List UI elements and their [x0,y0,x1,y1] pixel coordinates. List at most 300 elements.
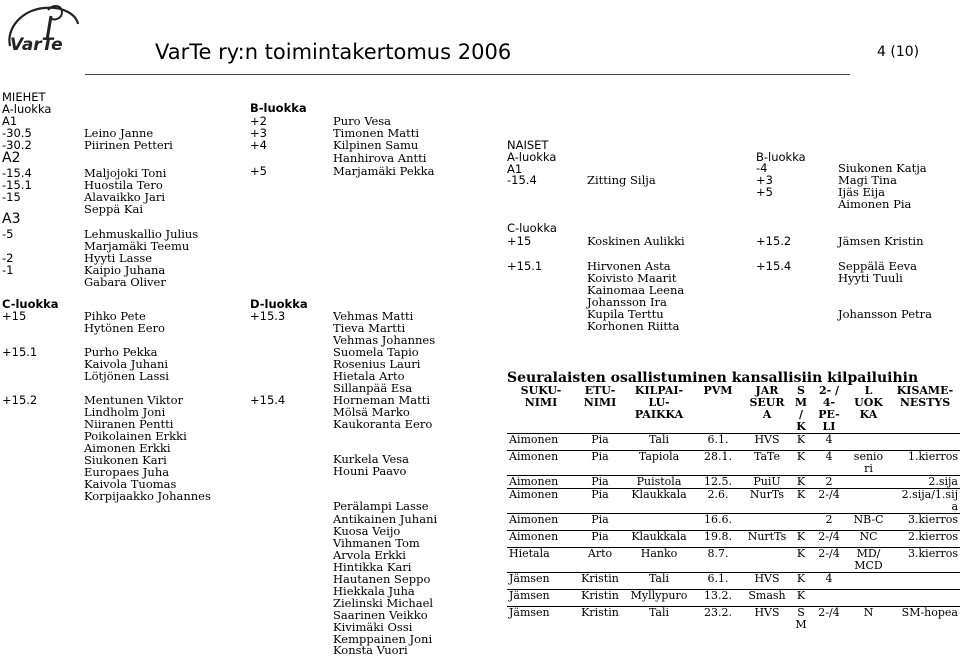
entry-score: +2 [250,114,267,128]
header-line: KILPAI- [634,385,684,397]
header-line: M [794,396,808,409]
cell-line: Jämsen [509,606,550,619]
entry-score: +15.1 [507,259,543,273]
table-cell [625,548,693,573]
cell-line: 2-/4 [818,547,840,560]
header-line: JÄR [755,385,779,397]
table-cell [575,607,625,636]
entry-score: +15.4 [250,393,286,407]
cell-line: Pia [591,488,609,501]
table-cell [693,531,743,548]
table-cell [743,607,791,636]
entry-name: Hautanen Seppo [333,572,431,586]
entry-name: Kaukoranta Eero [333,417,433,431]
table-cell [743,476,791,489]
logo-text: VarTe [10,35,63,55]
header-line: PVM [703,385,733,397]
entry-score: +5 [756,185,773,199]
header-line: NIMI [524,396,558,409]
entry-name: Vehmas Johannes [333,333,436,347]
entry-name: Horneman Matti [333,393,431,407]
entry-name: Suomela Tapio [333,345,419,359]
entry-name: Rosenius Lauri [333,357,421,371]
table-row [507,451,960,476]
cell-line: K [796,589,806,602]
table-cell [743,531,791,548]
cell-line: 6.1. [707,572,729,585]
women-b-class-heading: B-luokka [756,150,806,164]
table-cell [693,476,743,489]
cell-line: Aimonen [509,433,559,446]
entry-name: Arvola Erkki [333,548,406,562]
header-line: LU- [648,396,670,409]
table-cell [890,531,960,548]
entry-score: -15.1 [2,178,32,192]
entry-name: Kainomaa Leena [587,283,685,297]
entry-score: -5 [2,227,14,241]
entry-name: Hanhirova Antti [333,151,427,165]
cell-line: Kristin [581,606,619,619]
entry-name: Seppälä Eeva [838,259,918,273]
entry-name: Sillanpää Esa [333,381,413,395]
men-b-class-heading: B-luokka [250,101,307,115]
men-a1-heading: A1 [2,114,18,128]
men-a3-heading: A3 [2,211,21,227]
table-cell [791,476,811,489]
table-cell [743,590,791,607]
column-header [507,385,575,434]
entry-name: Marjamäki Teemu [84,239,190,253]
table-cell [811,489,847,514]
table-cell [811,451,847,476]
table-header-row [507,385,960,434]
men-c-class-heading: C-luokka [2,297,59,311]
entry-name: Perälampi Lasse [333,499,429,513]
table-cell [890,434,960,451]
column-header [847,385,890,434]
entry-score: +15.2 [2,393,38,407]
cell-line: M [795,618,807,631]
table-cell [693,434,743,451]
table-cell [693,548,743,573]
entry-name: Puro Vesa [333,114,392,128]
entry-score: -1 [2,263,14,277]
entry-score: +3 [756,173,773,187]
table-cell [791,434,811,451]
table-cell [791,451,811,476]
table-cell [811,531,847,548]
women-a1-heading: A1 [507,162,523,176]
cell-line: 13.2. [704,589,732,602]
cell-line: Aimonen [509,488,559,501]
cell-line: 3.kierros [908,513,958,526]
table-cell [791,607,811,636]
header-line: LI [822,420,836,433]
table-row [507,489,960,514]
entry-name: Kupila Terttu [587,307,664,321]
entry-name: Johansson Ira [587,295,667,309]
cell-line: Pia [591,450,609,463]
cell-line: Tali [648,572,670,585]
cell-line: 2.kierros [908,530,958,543]
men-d-class-heading: D-luokka [250,297,308,311]
cell-line: Kristin [581,589,619,602]
column-header [743,385,791,434]
entry-name: Mölsä Marko [333,405,410,419]
header-line: NESTYS [899,396,951,409]
table-cell [575,573,625,590]
cell-line: Aimonen [509,450,559,463]
entry-score: -4 [756,161,768,175]
cell-line: 2.6. [707,488,729,501]
table-cell [743,434,791,451]
cell-line: Myllypuro [630,589,688,602]
table-cell [625,434,693,451]
table-row [507,607,960,636]
cell-line: Kristin [581,572,619,585]
header-line: K [796,420,806,433]
header-line: PAIKKA [634,408,684,421]
cell-line: 2.sija [928,475,958,488]
entry-score: +5 [250,164,267,178]
table-cell [890,607,960,636]
table-cell [575,514,625,531]
table-cell [890,548,960,573]
table-cell [575,434,625,451]
entry-score: -15 [2,190,21,204]
entry-name: Kivimäki Ossi [333,620,413,634]
cell-line: K [796,433,806,446]
cell-line: 1.kierros [908,450,958,463]
header-line: KISAME- [896,385,954,397]
header-rule [85,74,850,75]
table-cell [743,573,791,590]
cell-line: Aimonen [509,530,559,543]
cell-line: HVS [754,572,780,585]
table-cell [625,590,693,607]
cell-line: PuiU [753,475,781,488]
table-cell [847,451,890,476]
table-cell [693,514,743,531]
table-cell [847,607,890,636]
table-cell [743,489,791,514]
cell-line: Hanko [640,547,678,560]
entry-name: Siukonen Kari [84,453,167,467]
men-heading: MIEHET [2,90,46,104]
cell-line: 4 [825,572,833,585]
entry-name: Marjamäki Pekka [333,164,435,178]
table-row [507,514,960,531]
entry-name: Hietala Arto [333,369,405,383]
entry-name: Kuosa Veijo [333,524,401,538]
entry-score: +15.1 [2,345,38,359]
header-line: / [798,408,804,421]
entry-score: -30.2 [2,138,32,152]
entry-name: Pihko Pete [84,309,146,323]
table-cell [791,590,811,607]
table-cell [890,514,960,531]
table-cell [507,531,575,548]
table-cell [575,531,625,548]
cell-line: Tali [648,606,670,619]
cell-line: 28.1. [704,450,732,463]
entry-name: Magi Tina [838,173,897,187]
entry-score: +4 [250,138,267,152]
cell-line: Arto [587,547,613,560]
women-c-class-heading: C-luokka [507,221,557,235]
table-cell [575,451,625,476]
entry-name: Antikainen Juhani [333,512,438,526]
column-header [693,385,743,434]
cell-line: 2.sija/1.sij [901,488,958,501]
cell-line: Jämsen [509,589,550,602]
entry-name: Koivisto Maarit [587,271,677,285]
table-row [507,590,960,607]
cell-line: Aimonen [509,513,559,526]
entry-name: Jämsen Kristin [838,234,924,248]
cell-line: 23.2. [704,606,732,619]
entry-name: Houni Paavo [333,464,407,478]
cell-line: Klaukkala [631,488,687,501]
table-cell [847,573,890,590]
table-cell [625,607,693,636]
cell-line: HVS [754,433,780,446]
header-line: SEUR [749,396,785,409]
table-cell [507,451,575,476]
table-cell [693,590,743,607]
entry-name: Poikolainen Erkki [84,429,187,443]
table-cell [575,548,625,573]
entry-name: Tieva Martti [333,321,406,335]
table-cell [507,573,575,590]
entry-name: Aimonen Erkki [84,441,171,455]
entry-name: Konsta Vuori [333,643,408,657]
competitions-table [507,385,960,636]
table-cell [575,476,625,489]
cell-line: 2-/4 [818,488,840,501]
cell-line: 2-/4 [818,530,840,543]
table-cell [625,573,693,590]
table-cell [890,451,960,476]
varte-logo [4,2,82,56]
entry-score: +15 [507,234,532,248]
entry-name: Zitting Silja [587,173,656,187]
cell-line: Pia [591,475,609,488]
cell-line: 2 [825,475,833,488]
cell-line: 8.7. [707,547,729,560]
table-cell [847,531,890,548]
cell-line: Pia [591,530,609,543]
cell-line: 16.6. [704,513,732,526]
cell-line: K [796,488,806,501]
table-row [507,434,960,451]
column-header [625,385,693,434]
entry-score: -2 [2,251,14,265]
table-cell [575,590,625,607]
cell-line: Tapiola [638,450,680,463]
table-cell [890,590,960,607]
table-cell [847,434,890,451]
header-line: A [762,408,772,421]
table-cell [791,573,811,590]
table-cell [625,514,693,531]
entry-name: Vihmanen Tom [333,536,420,550]
cell-line: MCD [854,559,883,572]
table-cell [693,489,743,514]
cell-line: senio [853,450,884,463]
table-row [507,476,960,489]
table-cell [507,590,575,607]
header-line: NIMI [583,396,617,409]
entry-name: Hirvonen Asta [587,259,671,273]
cell-line: 4 [825,433,833,446]
entry-name: Lehmuskallio Julius [84,227,199,241]
women-a-class-heading: A-luokka [507,150,557,164]
table-cell [625,531,693,548]
cell-line: Hietala [509,547,550,560]
table-row [507,573,960,590]
cell-line: K [796,572,806,585]
header-line: L [864,385,873,397]
entry-name: Lötjönen Lassi [84,369,169,383]
cell-line: HVS [754,606,780,619]
entry-score: +15.3 [250,309,286,323]
cell-line: Jämsen [509,572,550,585]
column-header [811,385,847,434]
entry-name: Alavaikko Jari [84,190,166,204]
entry-score: +3 [250,126,267,140]
cell-line: Aimonen [509,475,559,488]
table-cell [811,476,847,489]
entry-score: -15.4 [507,173,537,187]
entry-name: Ijäs Eija [838,185,886,199]
entry-score: +15.2 [756,234,792,248]
table-cell [743,451,791,476]
column-header [890,385,960,434]
cell-line: NurTs [749,488,785,501]
table-cell [847,489,890,514]
table-cell [693,451,743,476]
cell-line: 6.1. [707,433,729,446]
entry-name: Hytönen Eero [84,321,165,335]
cell-line: a [951,500,958,513]
cell-line: TaTe [753,450,781,463]
entry-name: Korhonen Riitta [587,319,680,333]
entry-score: +15 [2,309,27,323]
entry-name: Kilpinen Samu [333,138,419,152]
table-cell [811,607,847,636]
entry-score: -15.4 [2,166,32,180]
table-cell [791,489,811,514]
entry-name: Purho Pekka [84,345,158,359]
cell-line: 2-/4 [818,606,840,619]
table-cell [625,489,693,514]
cell-line: 12.5. [704,475,732,488]
men-a2-heading: A2 [2,150,21,166]
cell-line: 19.8. [704,530,732,543]
table-cell [791,548,811,573]
entry-name: Europaes Juha [84,465,170,479]
table-cell [847,476,890,489]
cell-line: NC [859,530,878,543]
table-cell [625,451,693,476]
header-line: SUKU- [520,385,562,397]
table-row [507,531,960,548]
cell-line: Tali [648,433,670,446]
table-cell [625,476,693,489]
table-cell [811,573,847,590]
cell-line: ri [864,462,873,475]
table-cell [575,489,625,514]
cell-line: K [796,547,806,560]
cell-line: Puistola [636,475,682,488]
entry-name: Lindholm Joni [84,405,166,419]
entry-name: Mentunen Viktor [84,393,184,407]
header-line: KA [859,408,878,421]
cell-line: N [863,606,874,619]
table-cell [847,548,890,573]
entry-name: Siukonen Katja [838,161,927,175]
table-cell [507,607,575,636]
entry-name: Zielinski Michael [333,596,434,610]
cell-line: MD/ [856,547,881,560]
entry-name: Vehmas Matti [333,309,414,323]
table-cell [693,573,743,590]
table-cell [743,514,791,531]
cell-line: 2 [825,513,833,526]
entry-name: Leino Janne [84,126,154,140]
entry-name: Piirinen Petteri [84,138,173,152]
cell-line: 3.kierros [908,547,958,560]
table-cell [507,489,575,514]
column-header [575,385,625,434]
table-cell [811,590,847,607]
table-cell [847,514,890,531]
page-number: 4 (10) [877,44,920,60]
entry-name: Hyyti Lasse [84,251,153,265]
entry-name: Hiekkala Juha [333,584,415,598]
table-cell [743,548,791,573]
entry-name: Timonen Matti [333,126,420,140]
table-cell [811,514,847,531]
entry-name: Saarinen Veikko [333,608,428,622]
header-line: 4- [822,396,836,409]
table-cell [507,434,575,451]
header-line: PE- [818,408,840,421]
table-cell [507,548,575,573]
entry-name: Niiranen Pentti [84,417,174,431]
cell-line: NB-C [853,513,884,526]
entry-name: Seppä Kai [84,202,144,216]
entry-name: Kurkela Vesa [333,452,410,466]
header-line: ETU- [584,385,616,397]
header-line: UOK [854,396,883,409]
table-cell [693,607,743,636]
men-a-class-heading: A-luokka [2,102,52,116]
table-cell [507,476,575,489]
entry-name: Korpijaakko Johannes [84,489,211,503]
cell-line: Pia [591,513,609,526]
cell-line: K [796,530,806,543]
header-line: S [797,385,805,397]
competitions-title: Seuralaisten osallistuminen kansallisiin kilpailuihin [507,370,919,386]
table-cell [791,531,811,548]
cell-line: Klaukkala [631,530,687,543]
entry-name: Kaivola Juhani [84,357,169,371]
cell-line: Pia [591,433,609,446]
table-cell [890,476,960,489]
entry-score: -30.5 [2,126,32,140]
